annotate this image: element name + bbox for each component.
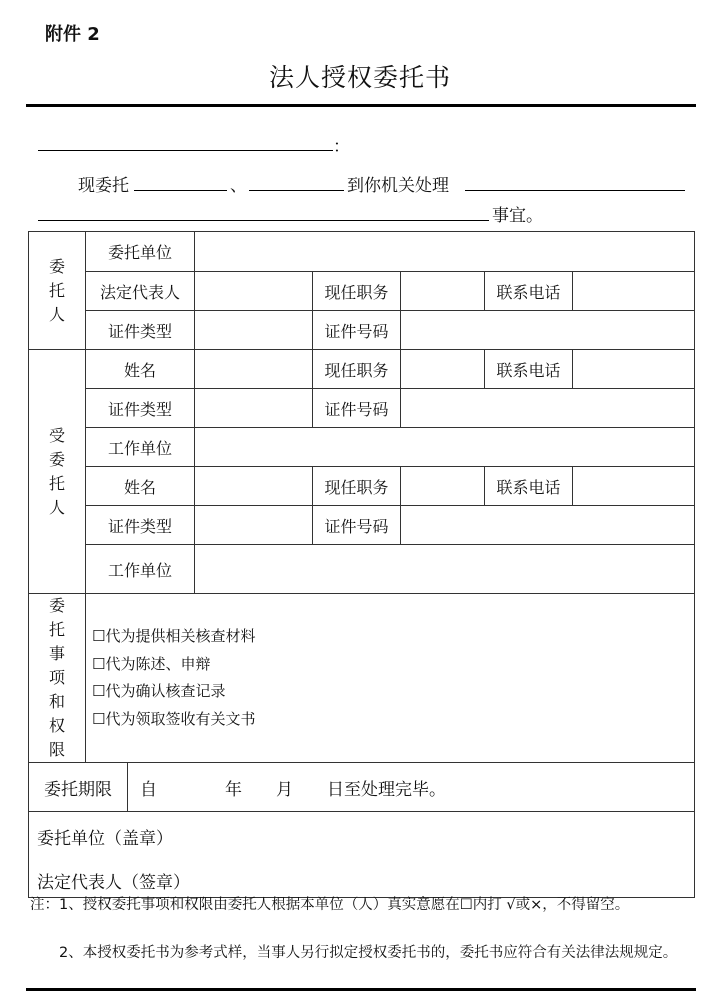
matter-blank-1[interactable] — [465, 168, 685, 191]
period-row — [29, 763, 695, 812]
seal-unit-label[interactable]: 委托单位（盖章） — [37, 829, 173, 849]
delegatee1-id-number-label: 证件号码 — [313, 389, 401, 428]
delegatee1-id-number-field[interactable] — [401, 389, 695, 428]
delegatee1-position-field[interactable] — [401, 350, 485, 389]
delegatee2-position-field[interactable] — [401, 467, 485, 506]
intro-delegate-label: 现委托 — [78, 176, 129, 196]
delegator-unit-label: 委托单位 — [86, 232, 195, 272]
delegator-position-label: 现任职务 — [313, 272, 401, 311]
delegatee1-id-type-field[interactable] — [195, 389, 313, 428]
delegator-group-label: 委 托 人 — [29, 232, 86, 350]
delegatee-blank-2[interactable] — [249, 168, 344, 191]
delegator-position-field[interactable] — [401, 272, 485, 311]
delegatee1-work-unit-field[interactable] — [195, 428, 695, 467]
scope-option-statement-defense[interactable]: ☐代为陈述、申辩 — [92, 654, 211, 673]
delegator-id-type-field[interactable] — [195, 311, 313, 350]
authorization-form — [28, 231, 695, 898]
delegatee2-name-field[interactable] — [195, 467, 313, 506]
delegator-phone-label: 联系电话 — [485, 272, 573, 311]
delegatee1-phone-label: 联系电话 — [485, 350, 573, 389]
delegatee1-work-unit-label: 工作单位 — [86, 428, 195, 467]
delegatee2-id-type-label: 证件类型 — [86, 506, 195, 545]
delegator-unit-field[interactable] — [195, 232, 695, 272]
delegatee1-id-type-label: 证件类型 — [86, 389, 195, 428]
period-text[interactable]: 自 年 月 日至处理完毕。 — [140, 779, 446, 800]
delegatee2-work-unit-label: 工作单位 — [86, 545, 195, 594]
note-1: 注：1、授权委托事项和权限由委托人根据本单位（人）真实意愿在☐内打 √或×，不得留空。 — [30, 897, 630, 913]
delegator-id-number-label: 证件号码 — [313, 311, 401, 350]
intro-matter-suffix: 事宜。 — [492, 206, 543, 226]
delegatee2-id-number-label: 证件号码 — [313, 506, 401, 545]
intro-separator: 、 — [230, 176, 247, 196]
delegatee1-name-field[interactable] — [195, 350, 313, 389]
note-2: 2、本授权委托书为参考式样，当事人另行拟定授权委托书的，委托书应符合有关法律法规规定。 — [30, 945, 678, 961]
matter-blank-2[interactable] — [38, 198, 489, 221]
top-rule — [26, 104, 696, 107]
delegatee1-name-label: 姓名 — [86, 350, 195, 389]
scope-group-label: 委 托 事 项 和 权 限 — [29, 594, 86, 763]
scope-options — [86, 594, 695, 763]
page-title: 法人授权委托书 — [268, 63, 451, 92]
bottom-rule — [26, 988, 696, 991]
delegatee2-name-label: 姓名 — [86, 467, 195, 506]
seal-section — [29, 812, 695, 898]
delegator-id-number-field[interactable] — [401, 311, 695, 350]
delegator-id-type-label: 证件类型 — [86, 311, 195, 350]
attachment-label: 附件 2 — [45, 24, 100, 45]
delegatee1-position-label: 现任职务 — [313, 350, 401, 389]
delegator-phone-field[interactable] — [573, 272, 695, 311]
intro-handle-label: 到你机关处理 — [347, 176, 449, 196]
delegatee2-phone-label: 联系电话 — [485, 467, 573, 506]
addressee-blank[interactable] — [38, 128, 333, 151]
legal-rep-field[interactable] — [195, 272, 313, 311]
legal-rep-label: 法定代表人 — [86, 272, 195, 311]
delegatee-blank-1[interactable] — [134, 168, 227, 191]
delegatee-group-label: 受 委 托 人 — [29, 350, 86, 594]
delegatee1-phone-field[interactable] — [573, 350, 695, 389]
delegatee2-id-number-field[interactable] — [401, 506, 695, 545]
delegatee2-id-type-field[interactable] — [195, 506, 313, 545]
delegatee2-phone-field[interactable] — [573, 467, 695, 506]
delegatee2-work-unit-field[interactable] — [195, 545, 695, 594]
scope-option-provide-materials[interactable]: ☐代为提供相关核查材料 — [92, 627, 256, 645]
scope-option-receive-documents[interactable]: ☐代为领取签收有关文书 — [92, 709, 256, 728]
addressee-colon: ： — [333, 137, 350, 157]
seal-rep-label[interactable]: 法定代表人（签章） — [37, 873, 190, 893]
scope-option-confirm-record[interactable]: ☐代为确认核查记录 — [92, 682, 226, 700]
delegatee2-position-label: 现任职务 — [313, 467, 401, 506]
period-label: 委托期限 — [29, 763, 128, 811]
